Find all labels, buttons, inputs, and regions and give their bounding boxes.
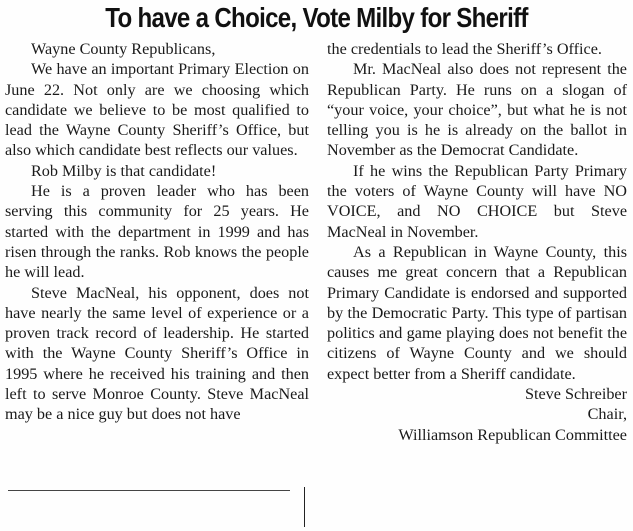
- left-column: [5, 39, 309, 425]
- right-column: [327, 39, 627, 445]
- signature-organization: Williamson Republican Committee: [398, 425, 627, 444]
- signature-name: Steve Schreiber: [524, 385, 627, 404]
- paragraph-primary-election: We have an important Primary Election on June 22. Not only are we choosing which candidate we believe to be most qualified to lead the Wayne County Sheriff’s Office, but also which candidate best reflects our values.: [5, 60, 309, 160]
- bottom-rule: [8, 490, 290, 491]
- headline: To have a Choice, Vote Milby for Sheriff: [105, 2, 528, 33]
- salutation: Wayne County Republicans,: [31, 40, 216, 58]
- paragraph-candidate: Rob Milby is that candidate!: [31, 161, 217, 180]
- column-divider: [304, 487, 305, 527]
- paragraph-concern: As a Republican in Wayne County, this causes me great concern that a Republican Primary Candidate is endorsed and supported by the Democratic Party. This type of partisan politics and game playing does not benefit the citizens of Wayne County and we should expect better from a Sheriff candidate.: [327, 242, 627, 383]
- paragraph-opponent: Steve MacNeal, his opponent, does not have nearly the same level of experience or a proven track record of leadership. He started with the Wayne County Sheriff’s Office in 1995 where he received his training and then left to serve Monroe County. Steve MacNeal may be a nice guy but does not have: [5, 283, 309, 424]
- signature-title: Chair,: [587, 405, 627, 424]
- paragraph-not-republican: Mr. MacNeal also does not represent the Republican Party. He runs on a slogan of “your voice, your choice”, but what he is not telling you is he is already on the ballot in November as the Democrat Candidate.: [327, 60, 627, 160]
- paragraph-no-choice: If he wins the Republican Party Primary the voters of Wayne County will have NO VOICE, and NO CHOICE but Steve MacNeal in November.: [327, 161, 627, 241]
- paragraph-proven-leader: He is a proven leader who has been serving this community for 25 years. He started with the department in 1999 and has risen through the ranks. Rob knows the people he will lead.: [5, 182, 309, 282]
- paragraph-credentials-continued: the credentials to lead the Sheriff’s Office.: [327, 40, 602, 58]
